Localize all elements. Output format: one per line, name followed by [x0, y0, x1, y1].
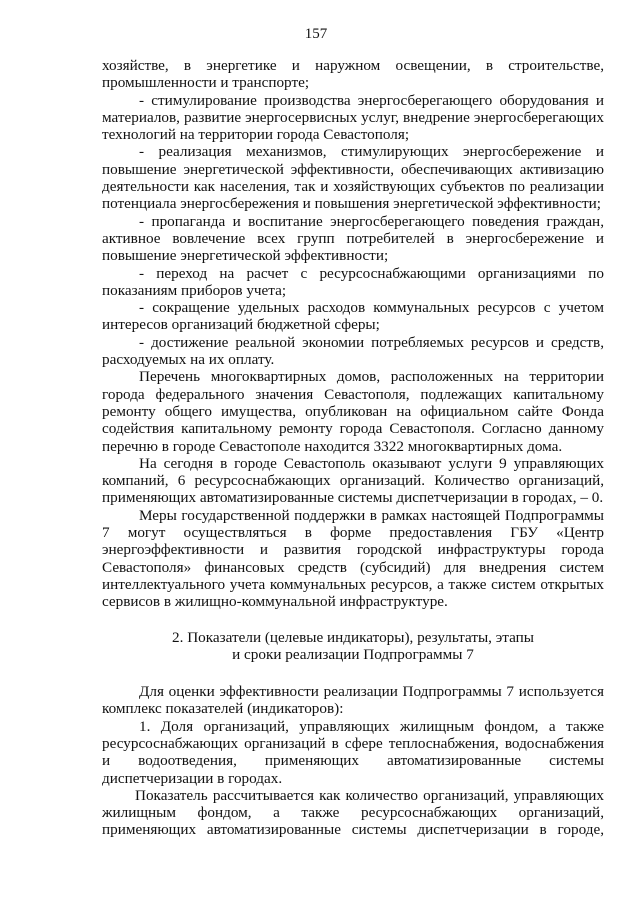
- section-heading-line-2: и сроки реализации Подпрограммы 7: [232, 645, 474, 663]
- list-item: - достижение реальной экономии потребляемых ресурсов и средств, расходуемых на их оплату.: [102, 333, 604, 369]
- list-item: - сокращение удельных расходов коммунальных ресурсов с учетом интересов организаций бюджетной сферы;: [102, 299, 604, 334]
- list-item: - переход на расчет с ресурсоснабжающими организациями по показаниям приборов учета;: [102, 264, 604, 299]
- paragraph: Для оценки эффективности реализации Подпрограммы 7 используется комплекс показателей (индикаторов):: [102, 683, 604, 718]
- paragraph: На сегодня в городе Севастополь оказывают услуги 9 управляющих компаний, 6 ресурсоснабжающих организаций. Количество организаций, применяющих автоматизированные системы диспетчеризации в городах, – 0.: [102, 454, 604, 507]
- paragraph: хозяйстве, в энергетике и наружном освещении, в строительстве, промышленности и транспорте;: [102, 57, 604, 92]
- list-item: - стимулирование производства энергосберегающего оборудования и материалов, развитие энергосервисных услуг, внедрение энергосберегающих технологий на территории города Севастополя;: [102, 91, 604, 144]
- list-item: - пропаганда и воспитание энергосберегающего поведения граждан, активное вовлечение всех групп потребителей в энергосбережение и повышение энергетической эффективности;: [102, 212, 604, 265]
- section-heading-line-1: 2. Показатели (целевые индикаторы), результаты, этапы: [172, 628, 534, 646]
- list-item: - реализация механизмов, стимулирующих энергосбережение и повышение энергетической эффективности, обеспечивающих активизацию деятельности как населения, так и хозяйствующих субъектов по реализации потенциала энергосбережения и повышения энергетической эффективности;: [102, 143, 604, 213]
- paragraph: Меры государственной поддержки в рамках настоящей Подпрограммы 7 могут осуществляться в форме предоставления ГБУ «Центр энергоэффективности и развития городской инфраструктуры города Севастополя» финансовых средств (субсидий) для внедрения систем интеллектуального учета коммунальных ресурсов, а также систем открытых сервисов в жилищно-коммунальной инфраструктуре.: [102, 506, 604, 611]
- paragraph: Перечень многоквартирных домов, расположенных на территории города федерального значения Севастополя, подлежащих капитальному ремонту общего имущества, опубликован на официальном сайте Фонда содействия капитальному ремонту города Севастополя. Согласно данному перечню в городе Севастополе находится 3322 многоквартирных дома.: [102, 368, 604, 455]
- page-number: 157: [304, 26, 328, 42]
- indicator-item: 1. Доля организаций, управляющих жилищным фондом, а также ресурсоснабжающих организаций в сфере теплоснабжения, водоснабжения и водоотведения, применяющих автоматизированные системы диспетчеризации в городах.: [102, 717, 604, 787]
- document-body: [102, 57, 604, 839]
- paragraph: Показатель рассчитывается как количество организаций, управляющих жилищным фондом, а также ресурсоснабжающих организаций, применяющих автоматизированные системы диспетчеризации в городе,: [102, 786, 604, 839]
